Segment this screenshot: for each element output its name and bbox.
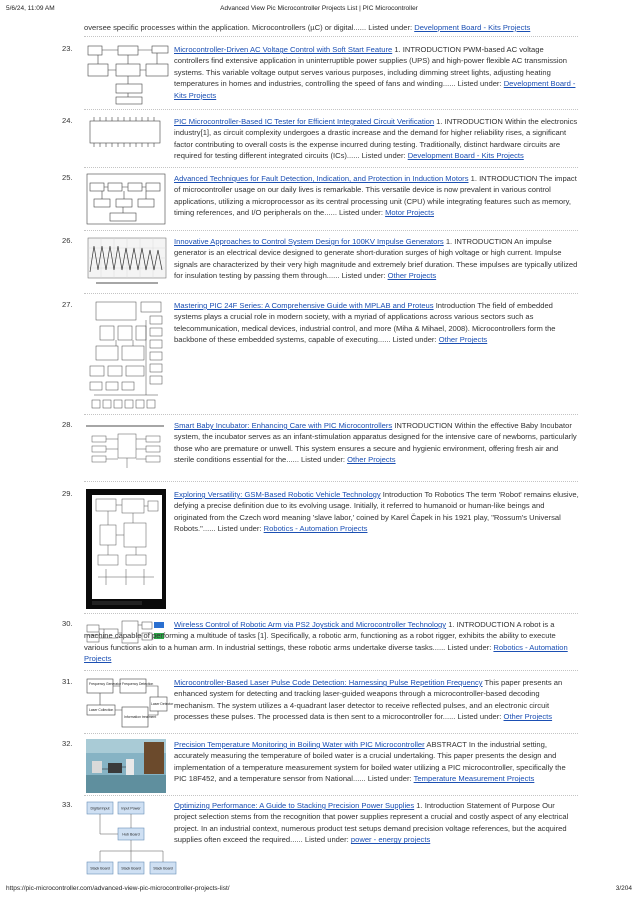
- project-title-link[interactable]: Precision Temperature Monitoring in Boiling Water with PIC Microcontroller: [174, 740, 425, 749]
- project-title-link[interactable]: Optimizing Performance: A Guide to Stacking Precision Power Supplies: [174, 801, 415, 810]
- category-link[interactable]: Motor Projects: [385, 208, 435, 218]
- diagram-label: Digital Input: [90, 806, 110, 811]
- item-number: 31.: [62, 677, 73, 686]
- item-content: [174, 300, 579, 346]
- separator: [84, 481, 578, 482]
- item-content: [174, 116, 579, 162]
- item-number: 25.: [62, 173, 73, 182]
- project-title-link[interactable]: Smart Baby Incubator: Enhancing Care with PIC Microcontrollers: [174, 421, 393, 430]
- item-number: 28.: [62, 420, 73, 429]
- item-number: 23.: [62, 44, 73, 53]
- intro-category-link[interactable]: Development Board - Kits Projects: [414, 23, 531, 32]
- print-page-title: Advanced View Pic Microcontroller Projects List | PIC Microcontroller: [220, 5, 418, 12]
- item-content: [84, 619, 579, 665]
- category-link[interactable]: power - energy projects: [350, 835, 431, 845]
- laser-detection-block-thumbnail: [86, 677, 174, 729]
- item-content: [174, 173, 579, 219]
- separator: [84, 733, 578, 734]
- diagram-label: Frequency Detection: [122, 682, 154, 686]
- incubator-diagram-thumbnail: [86, 420, 166, 472]
- item-content: [174, 236, 579, 282]
- item-content: [174, 800, 579, 846]
- item-excerpt: INTRODUCTION Within the effective Baby Incubator system, the incubator serves as an infant-stimulation apparatus designed for the intensive care of newborns, particularly those who are premature or unwell. This system ensures a secure and hygienic environment, offering fresh air and sterile conditions essential for the...... Listed under:: [174, 421, 577, 465]
- project-title-link[interactable]: Exploring Versatility: GSM-Based Robotic Vehicle Technology: [174, 490, 381, 499]
- separator: [84, 670, 578, 671]
- lab-setup-photo-thumbnail: [86, 739, 166, 793]
- project-title-link[interactable]: Innovative Approaches to Control System Design for 100KV Impulse Generators: [174, 237, 444, 246]
- item-number: 32.: [62, 739, 73, 748]
- item-excerpt: 1. INTRODUCTION Within the electronics industry[1], as circuit complexity undergoes a drastic increase and the demand for higher reliability rises, a significant factor contributing to overall costs is the expense incurred during testing. Traditionally, distinct hardware circuits are required for testing different integrated circuits (ICs)...... Listed under:: [174, 117, 578, 161]
- item-number: 29.: [62, 489, 73, 498]
- diagram-label: Stack Board: [153, 866, 173, 871]
- diagram-label: Stack Board: [121, 866, 141, 871]
- diagram-label: Laser Detector: [151, 702, 174, 706]
- item-number: 24.: [62, 116, 73, 125]
- intro-continuation: [84, 22, 584, 33]
- print-page-number: 3/204: [615, 885, 632, 892]
- item-content: [174, 420, 579, 466]
- diagram-label: Hub Board: [122, 832, 140, 837]
- item-content: [174, 677, 579, 723]
- gsm-robot-schematic-thumbnail: [86, 489, 166, 609]
- separator: [84, 167, 578, 168]
- print-url: https://pic-microcontroller.com/advanced-view-pic-microcontroller-projects-list/: [6, 885, 230, 892]
- category-link[interactable]: Development Board - Kits Projects: [407, 151, 524, 161]
- item-number: 30.: [62, 619, 73, 628]
- category-link[interactable]: Temperature Measurement Projects: [413, 774, 535, 784]
- item-excerpt: Introduction The field of embedded systems plays a crucial role in modern society, with a myriad of applications across various sectors such as telecommunication, medical devices, industrial control, and more (Miha & Mihael, 2008). Microcontrollers form the backbone of these embedded systems, capable of executing...... Listed under:: [174, 301, 556, 345]
- diagram-label: Laser Collection: [89, 708, 114, 712]
- category-link[interactable]: Robotics - Automation Projects: [263, 524, 368, 534]
- item-content: [174, 44, 579, 101]
- motor-system-thumbnail: [86, 173, 166, 225]
- project-title-link[interactable]: Wireless Control of Robotic Arm via PS2 Joystick and Microcontroller Technology: [174, 620, 447, 629]
- separator: [84, 613, 578, 614]
- waveform-graph-thumbnail: [86, 236, 168, 288]
- project-title-link[interactable]: Microcontroller-Based Laser Pulse Code Detection: Harnessing Pulse Repetition Frequency: [174, 678, 483, 687]
- item-number: 26.: [62, 236, 73, 245]
- microcontroller-architecture-thumbnail: [86, 300, 166, 413]
- separator: [84, 795, 578, 796]
- item-excerpt: 1. Introduction Statement of Purpose Our project selection stems from the recognition that power supplies represent a crucial and costly aspect of any electrical project. In an industrial context, numerous product test setups demand precision voltage references, but the acquired supplies often exceed the required...... Listed under:: [174, 801, 569, 845]
- power-supply-stack-thumbnail: [86, 800, 184, 878]
- item-content: [174, 489, 579, 535]
- diagram-label: Stack Board: [90, 866, 110, 871]
- category-link[interactable]: Other Projects: [347, 455, 396, 465]
- item-excerpt: ABSTRACT In the industrial setting, accurately measuring the temperature of boiled water is a crucial undertaking. This paper presents the design and implementation of a temperature measurement system for boiled water utilizing a PIC microcontroller, specifically the PIC 18F452, and a temperature sensor from National...... Listed under:: [174, 740, 566, 784]
- print-datetime: 5/6/24, 11:09 AM: [6, 5, 55, 12]
- ic-schematic-thumbnail: [86, 116, 164, 148]
- item-excerpt: 1. INTRODUCTION PWM-based AC voltage controllers find extensive application in uninterruptible power supplies (UPS) and high-power flexible AC transmission systems. This variable voltage output serves various purposes, including dimming street lights, adjusting heating temperatures in homes and industries, controlling the speed of fans and winding...... Listed under:: [174, 45, 567, 89]
- diagram-label: Information treatment: [124, 715, 157, 719]
- separator: [84, 414, 578, 415]
- category-link[interactable]: Other Projects: [387, 271, 437, 281]
- item-excerpt: Introduction To Robotics The term 'Robot' remains elusive, defying a precise definition due to its evolving usage. Initially, it referred to humanoid or human-like beings and originated from the Czech word meaning 'slave labor,' coined by Karel Čapek in his 1921 play, "Rossum's Universal Robots."...... Listed under:: [174, 490, 579, 534]
- project-title-link[interactable]: PIC Microcontroller-Based IC Tester for Efficient Integrated Circuit Verification: [174, 117, 435, 126]
- item-excerpt: 1. INTRODUCTION A robot is a machine capable of performing a multitude of tasks [1]. Specifically, a robotic arm, functioning as a robot rigger, exhibits the ability to execute various functions akin to a human arm. In industrial settings, these robotic arms undertake diverse tasks...... Listed under:: [84, 620, 556, 652]
- category-link[interactable]: Other Projects: [503, 712, 553, 722]
- category-link[interactable]: Development Board - Kits Projects: [174, 79, 576, 100]
- item-excerpt: 1. INTRODUCTION The impact of microcontroller usage on our daily lives is remarkable. This versatile device is now prevalent in various control applications, utilizing a microprocessor as its central processing unit (CPU) while integrating features such as memory, timing references, and I/O peripherals on the...... Listed under:: [174, 174, 577, 218]
- separator: [84, 293, 578, 294]
- item-number: 27.: [62, 300, 73, 309]
- project-title-link[interactable]: Microcontroller-Driven AC Voltage Control with Soft Start Feature: [174, 45, 393, 54]
- project-title-link[interactable]: Advanced Techniques for Fault Detection, Indication, and Protection in Induction Motors: [174, 174, 469, 183]
- item-content: [174, 739, 579, 785]
- block-diagram-thumbnail: [86, 44, 172, 106]
- diagram-label: Input Power: [121, 806, 141, 811]
- separator: [84, 36, 578, 37]
- item-number: 33.: [62, 800, 73, 809]
- item-excerpt: 1. INTRODUCTION An impulse generator is an electrical device designed to generate short-duration surges of high voltage or high current. Impulse signals are characterized by their very high magnitude and extremely brief duration. These impulses are typically utilized for insulation testing by passing them through...... Listed under:: [174, 237, 578, 281]
- project-title-link[interactable]: Mastering PIC 24F Series: A Comprehensive Guide with MPLAB and Proteus: [174, 301, 434, 310]
- separator: [84, 109, 578, 110]
- category-link[interactable]: Other Projects: [438, 335, 488, 345]
- intro-text: oversee specific processes within the application. Microcontrollers (µC) or digital...... Listed under:: [84, 23, 415, 32]
- diagram-label: Frequency Generator: [89, 682, 122, 686]
- separator: [84, 230, 578, 231]
- category-link[interactable]: Robotics - Automation Projects: [84, 642, 568, 664]
- item-excerpt: This paper presents an enhanced system for detecting and tracking laser-guided weapons through a microcontroller-based decoding mechanism. The system utilizes a 4-quadrant laser detector to receive reflected pulses, and an electronic circuit processes these pulses. The processed data is then sent to a microcontroller for...... Listed under:: [174, 678, 563, 722]
